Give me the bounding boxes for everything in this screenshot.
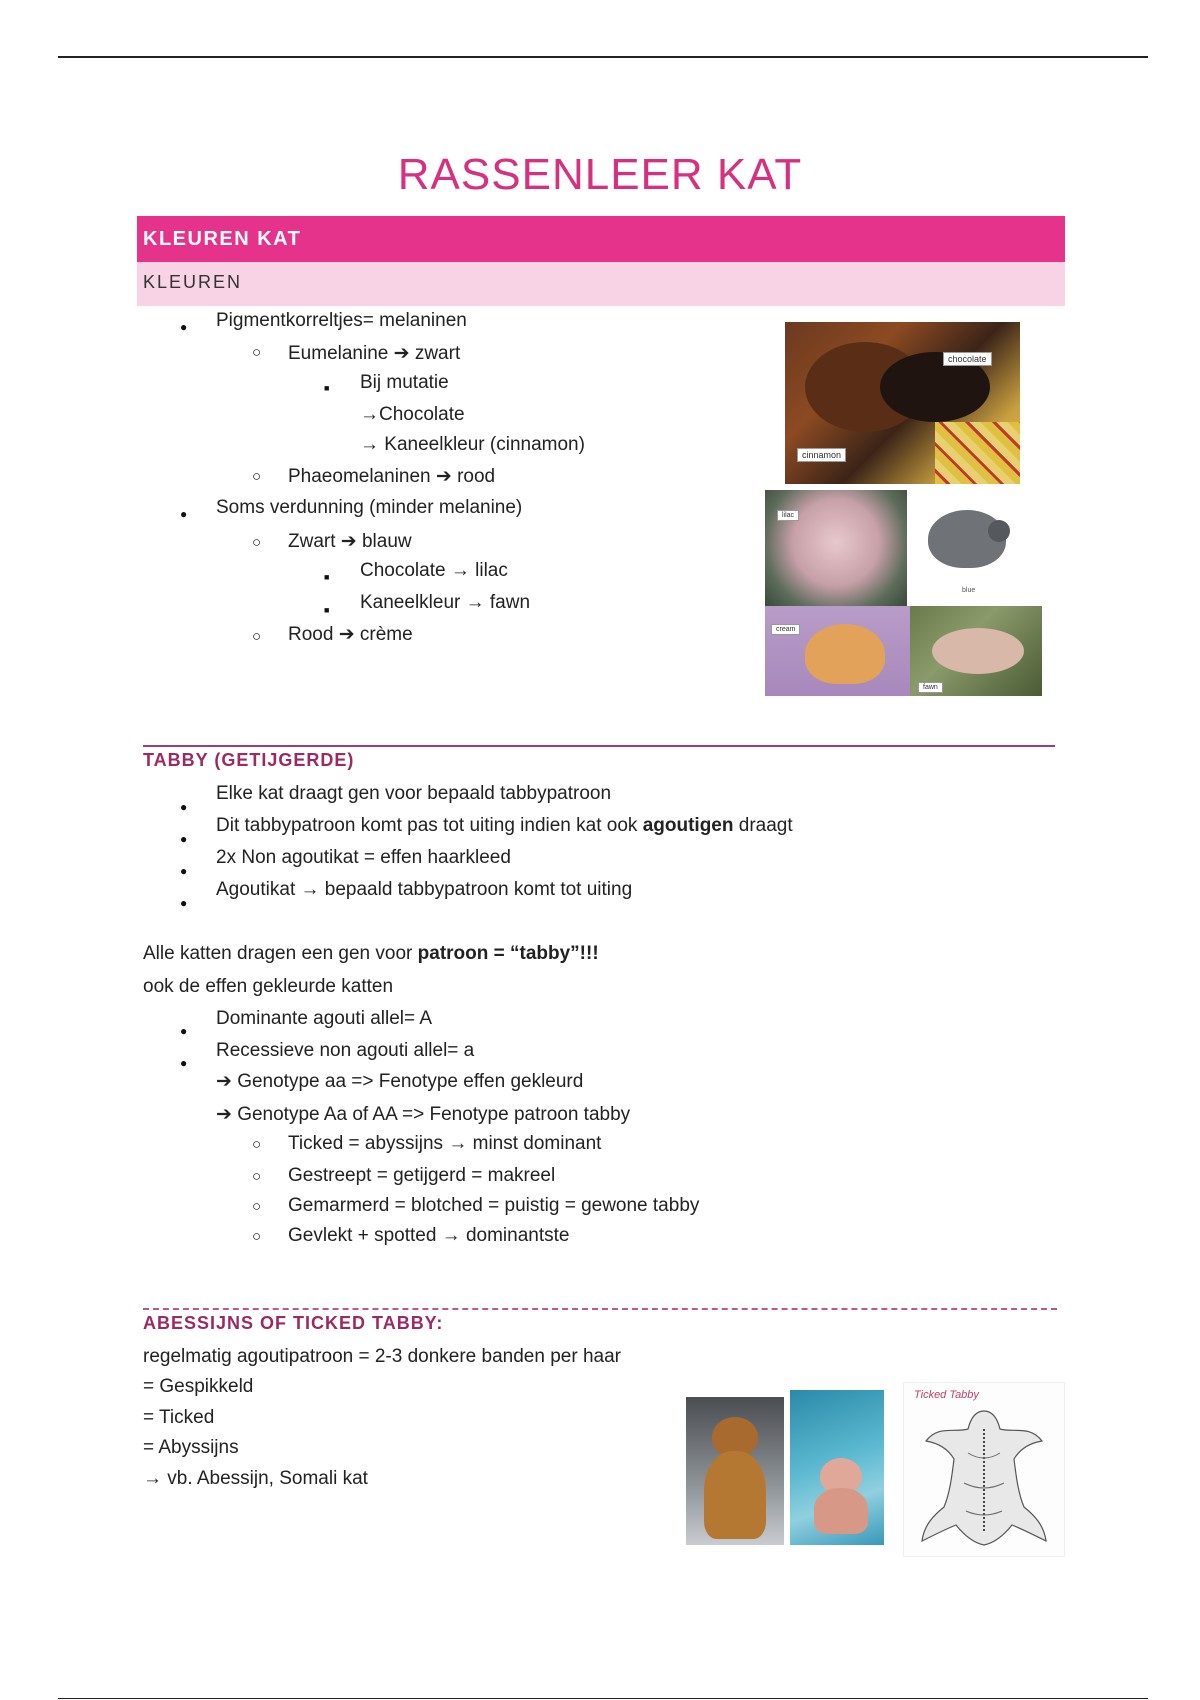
paragraph: regelmatig agoutipatroon = 2-3 donkere banden per haar: [143, 1346, 621, 1367]
paragraph: Alle katten dragen een gen voor patroon = “tabby”!!!: [143, 943, 599, 964]
bullet-icon: [180, 894, 187, 912]
section-divider-dashed: [143, 1308, 1057, 1310]
cat-shape-icon: [704, 1451, 766, 1539]
photo-chocolate-cinnamon-cats: [785, 322, 1020, 484]
list-item: Dit tabbypatroon komt pas tot uiting indien kat ook agoutigen draagt: [216, 815, 793, 836]
list-item: Phaeomelaninen ➔ rood: [288, 466, 496, 487]
cat-shape-icon: [932, 628, 1024, 674]
circle-bullet-icon: [252, 628, 261, 646]
circle-bullet-icon: [252, 1228, 261, 1246]
label-chocolate: chocolate: [943, 352, 992, 366]
list-item: Bij mutatie: [360, 372, 449, 393]
bullet-icon: [180, 318, 187, 336]
label-lilac: lilac: [777, 510, 799, 521]
photo-somali-cat: [790, 1390, 884, 1545]
label-cinnamon: cinnamon: [797, 448, 846, 462]
square-bullet-icon: [324, 378, 329, 396]
list-item: Kaneelkleur → fawn: [360, 592, 531, 613]
heading-tabby: TABBY (GETIJGERDE): [143, 750, 355, 770]
list-item: → Kaneelkleur (cinnamon): [360, 434, 585, 455]
section-divider: [143, 745, 1055, 747]
list-item: Recessieve non agouti allel= a: [216, 1040, 475, 1061]
arrow-icon: →: [450, 560, 470, 581]
list-item: 2x Non agoutikat = effen haarkleed: [216, 847, 511, 868]
list-item: Pigmentkorreltjes= melaninen: [216, 310, 467, 331]
circle-bullet-icon: [252, 344, 261, 362]
bottom-rule: [58, 1698, 1148, 1699]
photo-fawn-cat: [910, 606, 1042, 696]
heading-abessijns: ABESSIJNS OF TICKED TABBY:: [143, 1313, 444, 1333]
arrow-icon: →: [448, 1133, 468, 1154]
paragraph: ook de effen gekleurde katten: [143, 976, 394, 997]
list-item: Gevlekt + spotted → dominantste: [288, 1225, 570, 1246]
ticked-tabby-pelt-drawing: [903, 1382, 1065, 1557]
label-ticked-tabby: Ticked Tabby: [914, 1389, 979, 1401]
arrow-icon: ➔: [216, 1071, 232, 1092]
list-item: →Chocolate: [360, 404, 465, 425]
list-item: Gemarmerd = blotched = puistig = gewone tabby: [288, 1195, 700, 1216]
photo-lilac-cat: [765, 490, 907, 606]
heading-kleuren-kat: KLEUREN KAT: [137, 216, 1065, 262]
bullet-icon: [180, 862, 187, 880]
label-cream: cream: [771, 624, 800, 635]
list-item: Elke kat draagt gen voor bepaald tabbypatroon: [216, 783, 612, 804]
cat-shape-icon: [988, 520, 1010, 542]
arrow-icon: ➔: [340, 531, 357, 552]
list-item: Soms verdunning (minder melanine): [216, 497, 523, 518]
top-rule: [58, 56, 1148, 58]
circle-bullet-icon: [252, 534, 261, 552]
list-item: ➔ Genotype Aa of AA => Fenotype patroon tabby: [216, 1104, 631, 1125]
heading-kleuren: KLEUREN: [137, 262, 1065, 306]
arrow-icon: ➔: [338, 624, 355, 645]
photo-cream-cat: [765, 606, 910, 696]
list-item: Dominante agouti allel= A: [216, 1008, 433, 1029]
arrow-icon: →: [143, 1468, 162, 1489]
photo-blue-cat: [910, 490, 1022, 602]
paragraph: = Ticked: [143, 1407, 215, 1428]
label-blue: blue: [962, 587, 976, 594]
list-item: ➔ Genotype aa => Fenotype effen gekleurd: [216, 1071, 584, 1092]
list-item: Rood ➔ crème: [288, 624, 413, 645]
bullet-icon: [180, 798, 187, 816]
list-item: Agoutikat → bepaald tabbypatroon komt tot uiting: [216, 879, 633, 900]
cat-shape-icon: [805, 624, 885, 684]
bullet-icon: [180, 830, 187, 848]
list-item: Zwart ➔ blauw: [288, 531, 412, 552]
arrow-icon: →: [360, 434, 379, 455]
paragraph: = Abyssijns: [143, 1437, 239, 1458]
circle-bullet-icon: [252, 1168, 261, 1186]
photo-abyssinian-cat: [686, 1397, 784, 1545]
arrow-icon: ➔: [393, 343, 410, 364]
circle-bullet-icon: [252, 468, 261, 486]
list-item: Ticked = abyssijns → minst dominant: [288, 1133, 602, 1154]
paragraph: = Gespikkeld: [143, 1376, 254, 1397]
arrow-icon: →: [300, 879, 320, 900]
bullet-icon: [180, 505, 187, 523]
arrow-icon: →: [441, 1225, 461, 1246]
circle-bullet-icon: [252, 1198, 261, 1216]
arrow-icon: ➔: [216, 1104, 232, 1125]
list-item: Eumelanine ➔ zwart: [288, 343, 461, 364]
bullet-icon: [180, 1054, 187, 1072]
blanket-pattern: [935, 422, 1020, 484]
paragraph: → vb. Abessijn, Somali kat: [143, 1468, 368, 1489]
page-title: RASSENLEER KAT: [397, 150, 803, 199]
arrow-icon: ➔: [435, 466, 452, 487]
label-fawn: fawn: [918, 682, 943, 693]
cat-shape-icon: [814, 1488, 868, 1534]
circle-bullet-icon: [252, 1136, 261, 1154]
square-bullet-icon: [324, 600, 329, 618]
arrow-icon: →: [465, 592, 485, 613]
arrow-icon: →: [360, 404, 379, 425]
pelt-icon: [904, 1403, 1064, 1553]
list-item: Chocolate → lilac: [360, 560, 508, 581]
list-item: Gestreept = getijgerd = makreel: [288, 1165, 556, 1186]
bullet-icon: [180, 1022, 187, 1040]
square-bullet-icon: [324, 567, 329, 585]
